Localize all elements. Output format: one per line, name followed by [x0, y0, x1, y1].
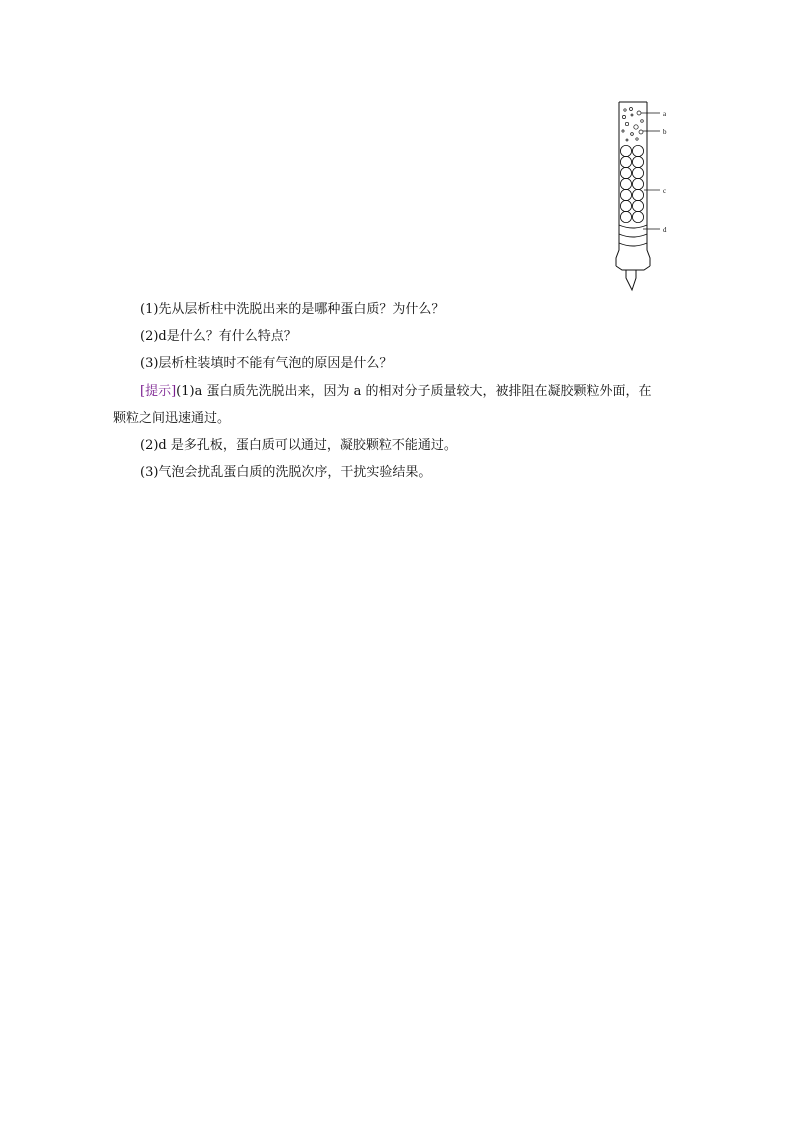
- column-bottom: [616, 266, 650, 270]
- column-left-wall: [616, 102, 619, 266]
- answer-line-1: [140, 382, 651, 402]
- label-a: a: [663, 110, 667, 118]
- label-d: d: [663, 226, 667, 234]
- column-diagram: [608, 98, 678, 292]
- answer-line-3: (2)d 是多孔板，蛋白质可以通过，凝胶颗粒不能通过。: [140, 438, 457, 453]
- liquid-level: [619, 243, 647, 246]
- answer-1-text: (1)a 蛋白质先洗脱出来，因为 a 的相对分子质量较大，被排阻在凝胶颗粒外面，在: [176, 384, 652, 399]
- question-1: (1)先从层析柱中洗脱出来的是哪种蛋白质？为什么？: [140, 302, 445, 317]
- answer-line-4: (3)气泡会扰乱蛋白质的洗脱次序，干扰实验结果。: [140, 465, 432, 480]
- outlet-tip: [626, 270, 636, 290]
- question-2: (2)d是什么？有什么特点？: [140, 329, 297, 344]
- label-c: c: [663, 187, 667, 195]
- label-b: b: [663, 128, 667, 136]
- leader-lines: [641, 113, 660, 229]
- porous-plate-bottom: [619, 234, 647, 237]
- porous-plate-top: [619, 225, 647, 228]
- hint-tag: [提示]: [140, 384, 177, 399]
- gel-beads: [620, 145, 643, 222]
- answer-line-2: 颗粒之间迅速通过。: [113, 411, 231, 426]
- column-right-wall: [647, 102, 650, 266]
- question-3: (3)层析柱装填时不能有气泡的原因是什么？: [140, 356, 393, 371]
- chromatography-column-figure: [608, 98, 678, 292]
- protein-molecules: [622, 108, 643, 142]
